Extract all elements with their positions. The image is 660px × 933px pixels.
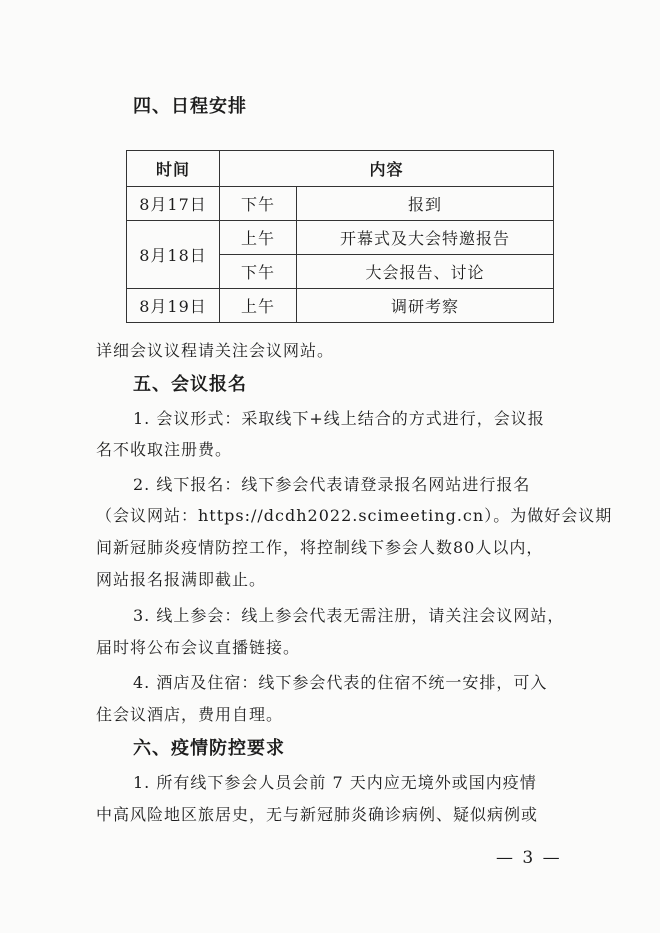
row-period: 下午 [220,255,297,289]
row-period: 上午 [220,221,297,255]
row-content: 大会报告、讨论 [297,255,554,289]
table-row [127,221,554,255]
body-line: 名不收取注册费。 [96,440,233,459]
section-6-heading: 六、疫情防控要求 [133,738,285,759]
body-line: 住会议酒店，费用自理。 [96,705,284,724]
schedule-table [126,150,554,323]
table-header-row [127,151,554,187]
table-row [127,187,554,221]
row-date: 8月19日 [127,289,220,323]
body-line: 间新冠肺炎疫情防控工作，将控制线下参会人数80人以内， [96,538,544,557]
row-date: 8月17日 [127,187,220,221]
header-time: 时间 [127,151,220,187]
row-content: 调研考察 [297,289,554,323]
section-4-heading: 四、日程安排 [133,96,247,117]
body-line: 3. 线上参会：线上参会代表无需注册，请关注会议网站， [133,606,565,625]
header-content: 内容 [220,151,554,187]
body-line: 中高风险地区旅居史，无与新冠肺炎确诊病例、疑似病例或 [96,805,539,824]
page-number: — 3 — [496,848,562,868]
row-period: 下午 [220,187,297,221]
body-line: 网站报名报满即截止。 [96,570,267,589]
body-line: 2. 线下报名：线下参会代表请登录报名网站进行报名 [133,475,531,494]
schedule-note: 详细会议议程请关注会议网站。 [96,341,335,360]
row-date: 8月18日 [127,221,220,289]
row-content: 开幕式及大会特邀报告 [297,221,554,255]
section-5-heading: 五、会议报名 [133,374,247,395]
body-line: 1. 会议形式：采取线下+线上结合的方式进行，会议报 [133,409,545,428]
body-line: 4. 酒店及住宿：线下参会代表的住宿不统一安排，可入 [133,673,548,692]
body-line: 1. 所有线下参会人员会前 7 天内应无境外或国内疫情 [133,773,537,792]
body-line: 届时将公布会议直播链接。 [96,638,301,657]
table-row [127,289,554,323]
body-line: （会议网站：https://dcdh2022.scimeeting.cn）。为做好会议期 [96,506,613,525]
row-content: 报到 [297,187,554,221]
row-period: 上午 [220,289,297,323]
